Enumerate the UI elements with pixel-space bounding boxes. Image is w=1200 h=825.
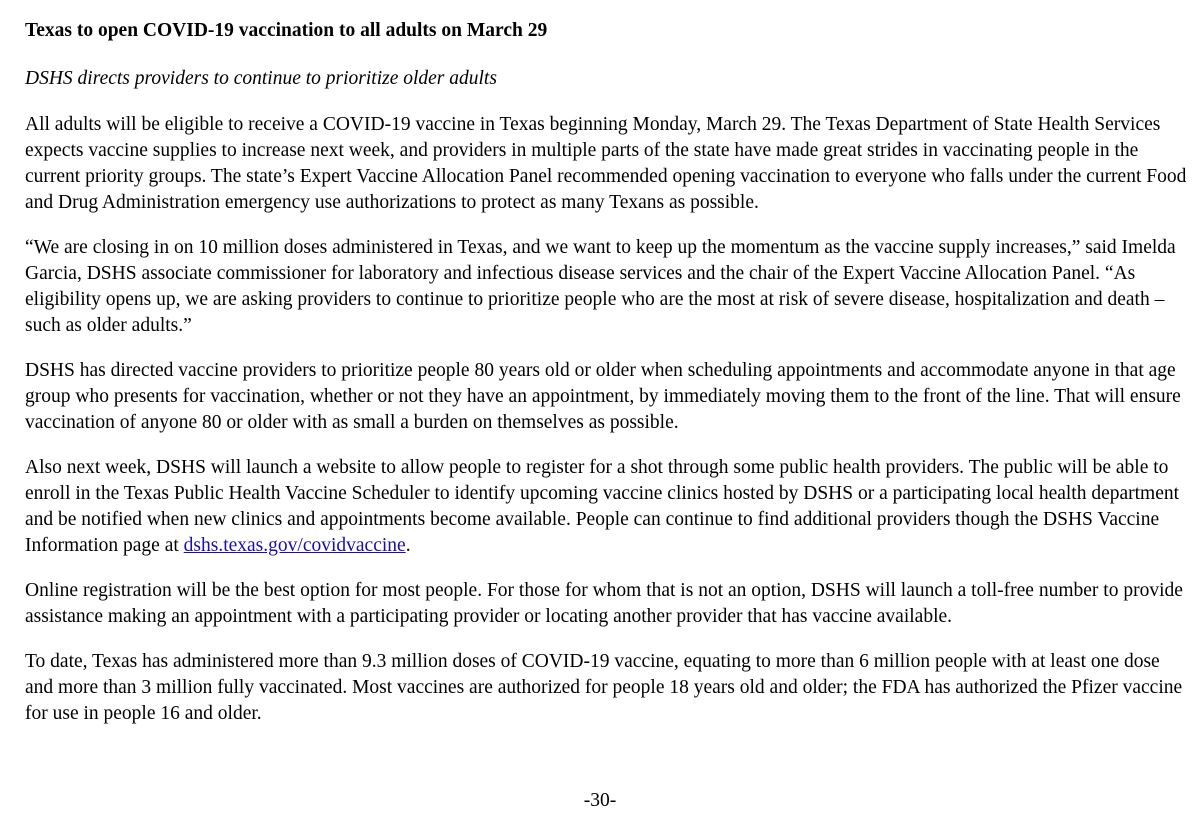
paragraph-website-text: Also next week, DSHS will launch a website to allow people to register for a shot through some public health providers. The public will be able to enroll in the Texas Public Health Vaccine Scheduler to identify upcoming vaccine clinics hosted by DSHS or a participating local health department and be notified when new clinics and appointments become available. People can continue to find additional providers though the DSHS Vaccine Information page at — [25, 457, 1180, 556]
paragraph-website — [25, 455, 1190, 559]
paragraph-eligibility: All adults will be eligible to receive a COVID-19 vaccine in Texas beginning Monday, March 29. The Texas Department of State Health Services expects vaccine supplies to increase next week, and providers in multiple parts of the state have made great strides in vaccinating people in the current priority groups. The state’s Expert Vaccine Allocation Panel recommended opening vaccination to everyone who falls under the current Food and Drug Administration emergency use authorizations to protect as many Texans as possible. — [25, 114, 1187, 213]
headline: Texas to open COVID-19 vaccination to all adults on March 29 — [25, 20, 548, 41]
paragraph-website-end: . — [405, 535, 411, 556]
press-release — [25, 18, 1190, 746]
paragraph-prioritize-80-plus: DSHS has directed vaccine providers to prioritize people 80 years old or older when scheduling appointments and accommodate anyone in that age group who presents for vaccination, whether or not they have an appointment, by immediately moving them to the front of the line. That will ensure vaccination of anyone 80 or older with as small a burden on themselves as possible. — [25, 360, 1181, 433]
paragraph-to-date: To date, Texas has administered more than 9.3 million doses of COVID-19 vaccine, equating to more than 6 million people with at least one dose and more than 3 million fully vaccinated. Most vaccines are authorized for people 18 years old and older; the FDA has authorized the Pfizer vaccine for use in people 16 and older. — [25, 651, 1183, 724]
subheadline: DSHS directs providers to continue to prioritize older adults — [25, 68, 497, 89]
paragraph-online-registration: Online registration will be the best option for most people. For those for whom that is not an option, DSHS will launch a toll-free number to provide assistance making an appointment with a participating provider or locating another provider that has vaccine available. — [25, 580, 1183, 627]
vaccine-info-link[interactable]: dshs.texas.gov/covidvaccine — [183, 535, 406, 556]
page-number: -30- — [583, 790, 617, 811]
paragraph-quote: “We are closing in on 10 million doses administered in Texas, and we want to keep up the momentum as the vaccine supply increases,” said Imelda Garcia, DSHS associate commissioner for laboratory and infectious disease services and the chair of the Expert Vaccine Allocation Panel. “As eligibility opens up, we are asking providers to continue to prioritize people who are the most at risk of severe disease, hospitalization and death – such as older adults.” — [25, 237, 1176, 336]
